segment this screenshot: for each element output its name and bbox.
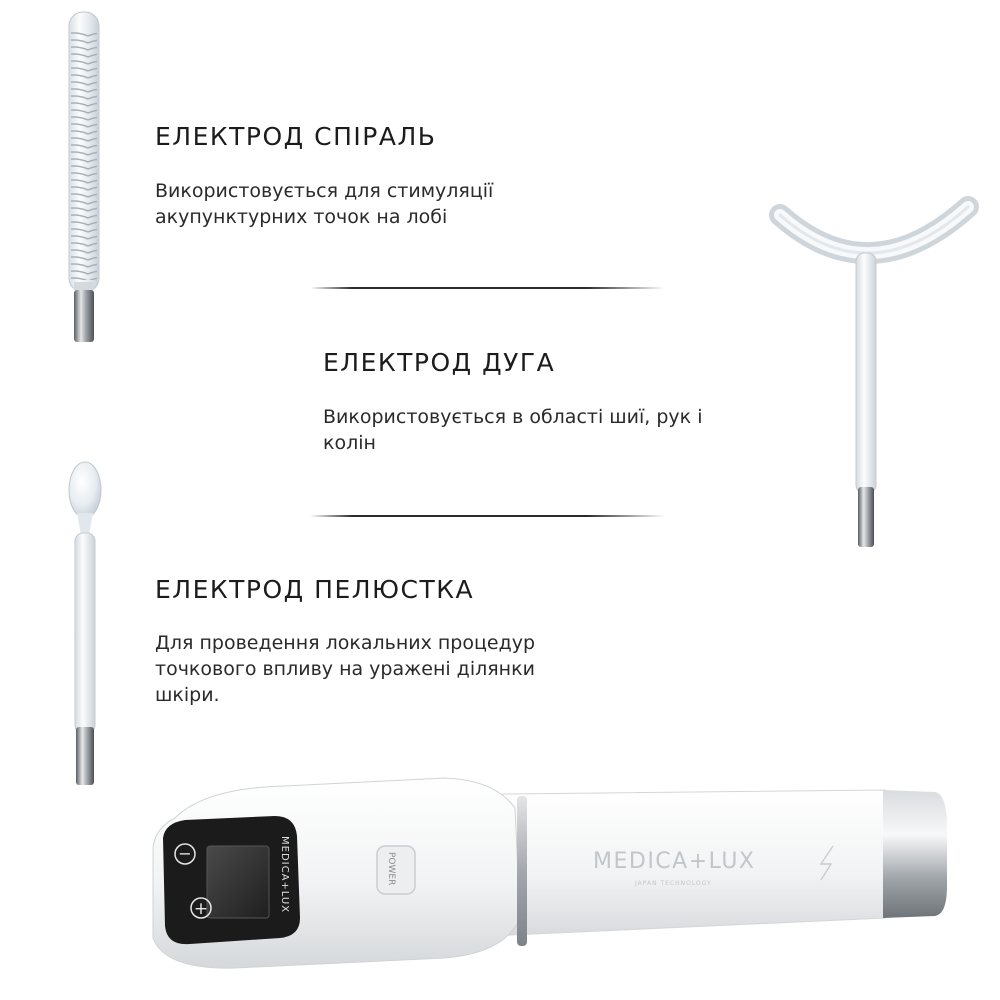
plus-button[interactable]: + xyxy=(193,899,209,919)
section-2-title: ЕЛЕКТРОД ДУГА xyxy=(323,348,556,377)
section-3-desc-line: точкового впливу на уражені ділянки xyxy=(155,658,535,680)
petal-electrode-icon xyxy=(60,455,110,790)
section-2-desc-line: Використовується в області шиї, рук і xyxy=(323,406,703,428)
minus-button[interactable]: − xyxy=(178,844,192,863)
divider xyxy=(310,515,665,517)
section-3-description xyxy=(155,630,535,708)
section-1-title: ЕЛЕКТРОД СПІРАЛЬ xyxy=(155,122,437,151)
arc-electrode-icon xyxy=(770,195,985,555)
darsonval-device-icon xyxy=(145,768,955,990)
section-1-description xyxy=(155,178,493,230)
section-1-desc-line: Використовується для стимуляції xyxy=(155,180,494,202)
divider xyxy=(310,287,665,289)
device-brand-tagline: JAPAN TECHNOLOGY xyxy=(635,880,712,887)
device-brand-main: MEDICA+LUX xyxy=(593,849,756,874)
section-2-description xyxy=(323,404,702,456)
section-3-desc-line: шкіри. xyxy=(155,684,220,706)
device-brand-small: MEDICA+LUX xyxy=(279,836,290,914)
section-1-desc-line: акупунктурних точок на лобі xyxy=(155,206,448,228)
section-2-desc-line: колін xyxy=(323,432,376,454)
section-3-desc-line: Для проведення локальних процедур xyxy=(155,632,536,654)
spiral-electrode-icon xyxy=(60,10,110,345)
power-button[interactable]: POWER xyxy=(386,852,396,886)
section-3-title: ЕЛЕКТРОД ПЕЛЮСТКА xyxy=(155,575,475,604)
